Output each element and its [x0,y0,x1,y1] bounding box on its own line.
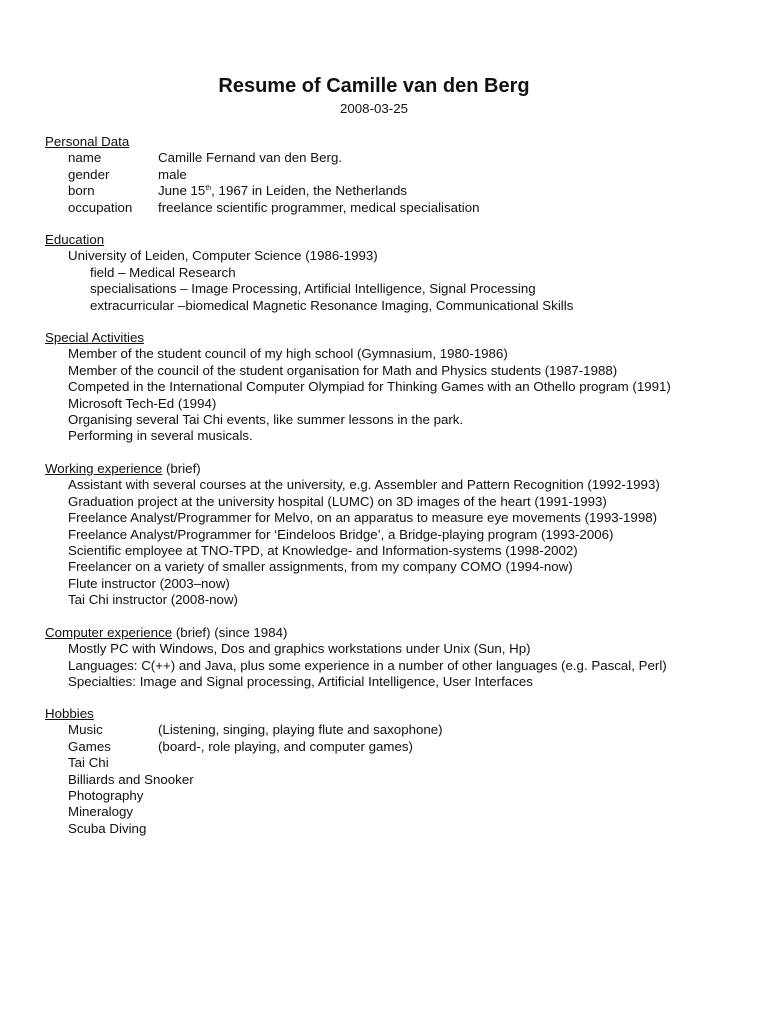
list-item: Microsoft Tech-Ed (1994) [68,395,217,411]
field-label: name [68,150,102,166]
personal-row-gender [45,167,745,183]
field-value: freelance scientific programmer, medical specialisation [158,199,480,215]
resume-date: 2008-03-25 [339,101,409,116]
list-item: Tai Chi instructor (2008-now) [68,592,238,608]
field-value: Camille Fernand van den Berg. [158,150,343,166]
list-item: Performing in several musicals. [68,428,253,444]
section-heading-education: Education [45,232,105,247]
personal-row-occupation [45,200,745,216]
list-item: Mostly PC with Windows, Dos and graphics workstations under Unix (Sun, Hp) [68,641,531,657]
field-label: occupation [68,199,133,215]
list-item: Specialties: Image and Signal processing, Artificial Intelligence, User Interfaces [68,674,533,690]
hobby-item: Photography [68,787,144,803]
list-item: Languages: C(++) and Java, plus some experience in a number of other languages (e.g. Pascal, Perl) [68,657,667,673]
field-value: male [158,166,187,182]
list-item: Flute instructor (2003–now) [68,575,230,591]
hobby-detail: (Listening, singing, playing flute and saxophone) [158,722,443,738]
list-item: Assistant with several courses at the university, e.g. Assembler and Pattern Recognition (1992-1993) [68,477,660,493]
list-item: Freelancer on a variety of smaller assignments, from my company COMO (1994-now) [68,559,573,575]
field-label: gender [68,166,110,182]
section-heading-special: Special Activities [45,330,145,345]
personal-data-section [45,134,745,216]
special-activities-section [45,330,745,445]
list-item: Scientific employee at TNO-TPD, at Knowledge- and Information-systems (1998-2002) [68,542,578,558]
hobby-item: Scuba Diving [68,820,147,836]
hobby-item: Tai Chi [68,755,109,771]
hobbies-section [45,706,745,837]
section-heading-hobbies: Hobbies [45,706,94,721]
computer-experience-section [45,625,745,691]
education-university: University of Leiden, Computer Science (1986-1993) [68,248,378,264]
education-detail: field – Medical Research [90,264,236,280]
working-experience-section [45,461,745,609]
hobby-row-music [45,722,745,738]
hobby-label: Music [68,722,103,738]
hobby-item: Mineralogy [68,804,134,820]
list-item: Organising several Tai Chi events, like summer lessons in the park. [68,411,464,427]
field-value: June 15th, 1967 in Leiden, the Netherlands [158,183,408,199]
hobby-label: Games [68,738,111,754]
list-item: Freelance Analyst/Programmer for Melvo, on an apparatus to measure eye movements (1993-1998) [68,510,658,526]
list-item: Freelance Analyst/Programmer for ‘Eindeloos Bridge’, a Bridge-playing program (1993-2006) [68,526,614,542]
list-item: Member of the student council of my high school (Gymnasium, 1980-1986) [68,346,508,362]
personal-row-born [45,183,745,199]
list-item: Competed in the International Computer Olympiad for Thinking Games with an Othello program (1991) [68,379,671,395]
personal-row-name [45,150,745,166]
education-section [45,232,745,314]
education-detail: specialisations – Image Processing, Artificial Intelligence, Signal Processing [90,281,536,297]
hobby-row-games [45,739,745,755]
list-item: Member of the council of the student organisation for Math and Physics students (1987-1988) [68,362,618,378]
list-item: Graduation project at the university hospital (LUMC) on 3D images of the heart (1991-1993) [68,493,607,509]
hobby-detail: (board-, role playing, and computer games) [158,738,413,754]
hobby-item: Billiards and Snooker [68,771,194,787]
section-heading-work: Working experience (brief) [45,461,201,476]
section-heading-personal: Personal Data [45,134,130,149]
resume-title: Resume of Camille van den Berg [218,75,530,97]
section-heading-computer: Computer experience (brief) (since 1984) [45,625,288,640]
field-label: born [68,183,95,199]
education-detail: extracurricular –biomedical Magnetic Resonance Imaging, Communicational Skills [90,297,574,313]
